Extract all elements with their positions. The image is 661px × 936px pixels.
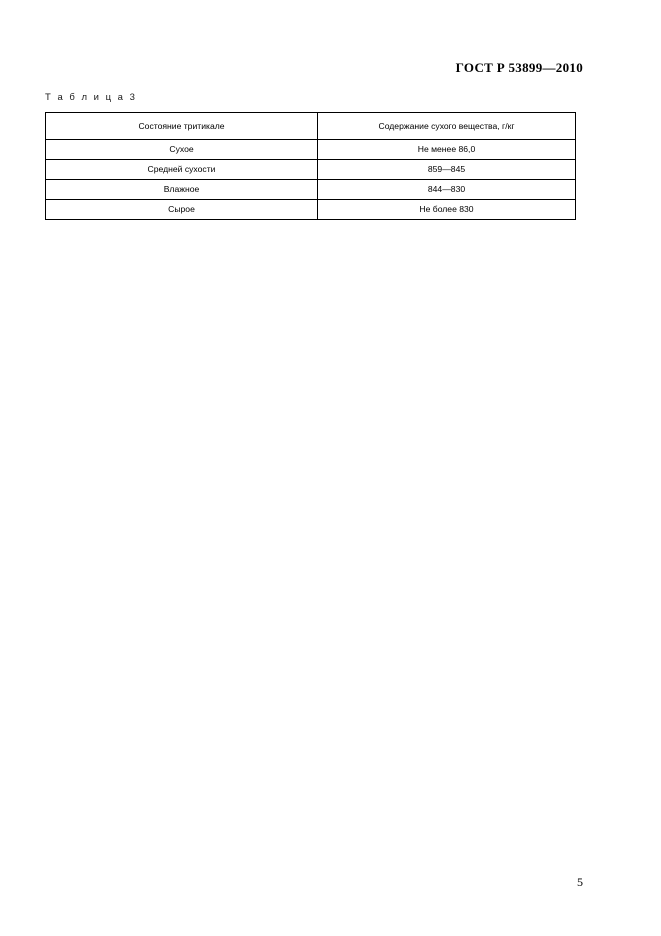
cell-state: Сухое xyxy=(46,140,318,160)
cell-state: Влажное xyxy=(46,180,318,200)
table-caption: Т а б л и ц а 3 xyxy=(45,92,137,103)
table-row xyxy=(46,180,576,200)
dry-matter-table xyxy=(45,112,576,220)
cell-state: Сырое xyxy=(46,200,318,220)
cell-value: 844—830 xyxy=(318,180,576,200)
column-header-value: Содержание сухого вещества, г/кг xyxy=(318,113,576,140)
cell-value: 859—845 xyxy=(318,160,576,180)
table-row xyxy=(46,160,576,180)
table-row xyxy=(46,200,576,220)
cell-value: Не менее 86,0 xyxy=(318,140,576,160)
table-row xyxy=(46,140,576,160)
cell-state: Средней сухости xyxy=(46,160,318,180)
cell-value: Не более 830 xyxy=(318,200,576,220)
page-number: 5 xyxy=(577,875,583,889)
table-header-row xyxy=(46,113,576,140)
column-header-state: Состояние тритикале xyxy=(46,113,318,140)
standard-header: ГОСТ Р 53899—2010 xyxy=(455,60,583,75)
